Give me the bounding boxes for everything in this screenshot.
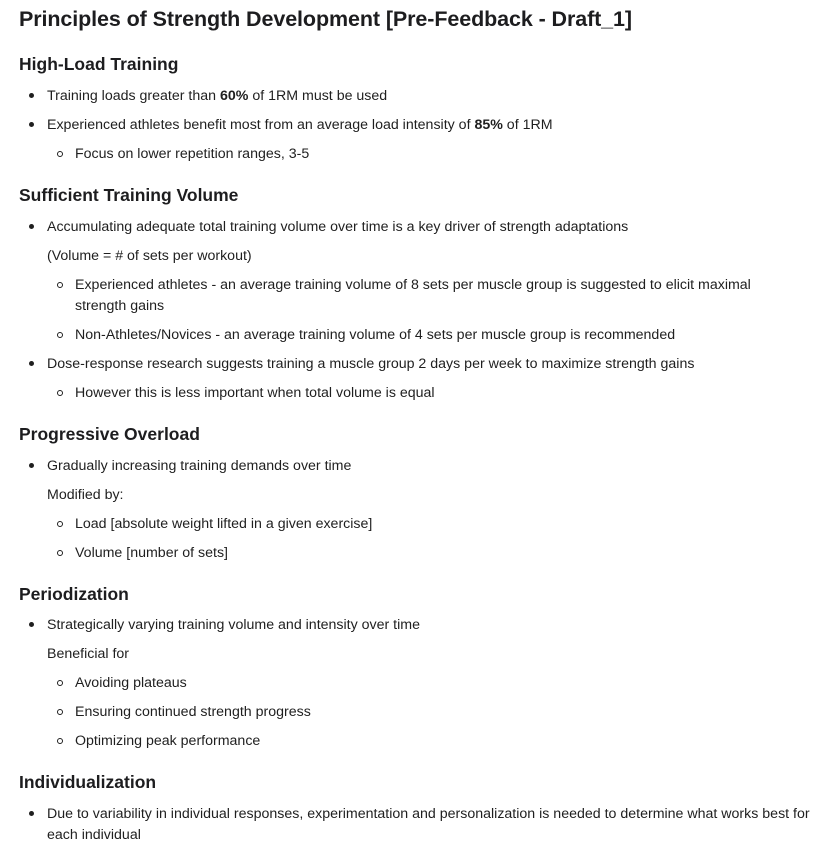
- sub-bullet-icon: [57, 709, 63, 715]
- section-heading-periodization: Periodization: [19, 584, 129, 604]
- sub-list-item: Experienced athletes - an average training volume of 8 sets per muscle group is suggested to elicit maximal strength gains: [75, 277, 751, 314]
- list-item-note: (Volume = # of sets per workout): [47, 248, 252, 264]
- sub-list-item: Focus on lower repetition ranges, 3-5: [75, 146, 310, 162]
- bullet-icon: [29, 622, 34, 627]
- list-item: Strategically varying training volume and intensity over time: [47, 617, 420, 633]
- bullet-icon: [29, 361, 34, 366]
- list-item-note: Beneficial for: [47, 646, 130, 662]
- sub-list-item: Avoiding plateaus: [75, 675, 187, 691]
- sub-list-item: However this is less important when total volume is equal: [75, 385, 435, 401]
- bullet-icon: [29, 811, 34, 816]
- section-heading-volume: Sufficient Training Volume: [19, 185, 239, 205]
- list-item: Gradually increasing training demands over time: [47, 458, 352, 474]
- sub-list-item: Non-Athletes/Novices - an average training volume of 4 sets per muscle group is recommended: [75, 327, 676, 343]
- section-heading-overload: Progressive Overload: [19, 424, 200, 444]
- page-title: Principles of Strength Development [Pre-Feedback - Draft_1]: [19, 7, 632, 31]
- list-item: Experienced athletes benefit most from an average load intensity of 85% of 1RM: [47, 117, 553, 133]
- bullet-icon: [29, 224, 34, 229]
- sub-bullet-icon: [57, 282, 63, 288]
- section-heading-individualization: Individualization: [19, 772, 157, 792]
- bullet-icon: [29, 463, 34, 468]
- list-item-note: Modified by:: [47, 487, 124, 503]
- sub-list-item: Optimizing peak performance: [75, 733, 261, 749]
- sub-bullet-icon: [57, 390, 63, 396]
- section-heading-high-load: High-Load Training: [19, 54, 179, 74]
- list-item: Dose-response research suggests training a muscle group 2 days per week to maximize strength gains: [47, 356, 695, 372]
- sub-bullet-icon: [57, 680, 63, 686]
- list-item: Accumulating adequate total training volume over time is a key driver of strength adaptations: [47, 219, 629, 235]
- sub-bullet-icon: [57, 151, 63, 157]
- sub-bullet-icon: [57, 738, 63, 744]
- sub-bullet-icon: [57, 550, 63, 556]
- sub-list-item: Ensuring continued strength progress: [75, 704, 311, 720]
- sub-list-item: Volume [number of sets]: [75, 545, 228, 561]
- sub-list-item: Load [absolute weight lifted in a given exercise]: [75, 516, 373, 532]
- list-item: Due to variability in individual responses, experimentation and personalization is needed to determine what works best for each individual: [47, 806, 810, 843]
- bullet-icon: [29, 93, 34, 98]
- sub-bullet-icon: [57, 332, 63, 338]
- bullet-icon: [29, 122, 34, 127]
- list-item: Training loads greater than 60% of 1RM must be used: [47, 88, 388, 104]
- sub-bullet-icon: [57, 521, 63, 527]
